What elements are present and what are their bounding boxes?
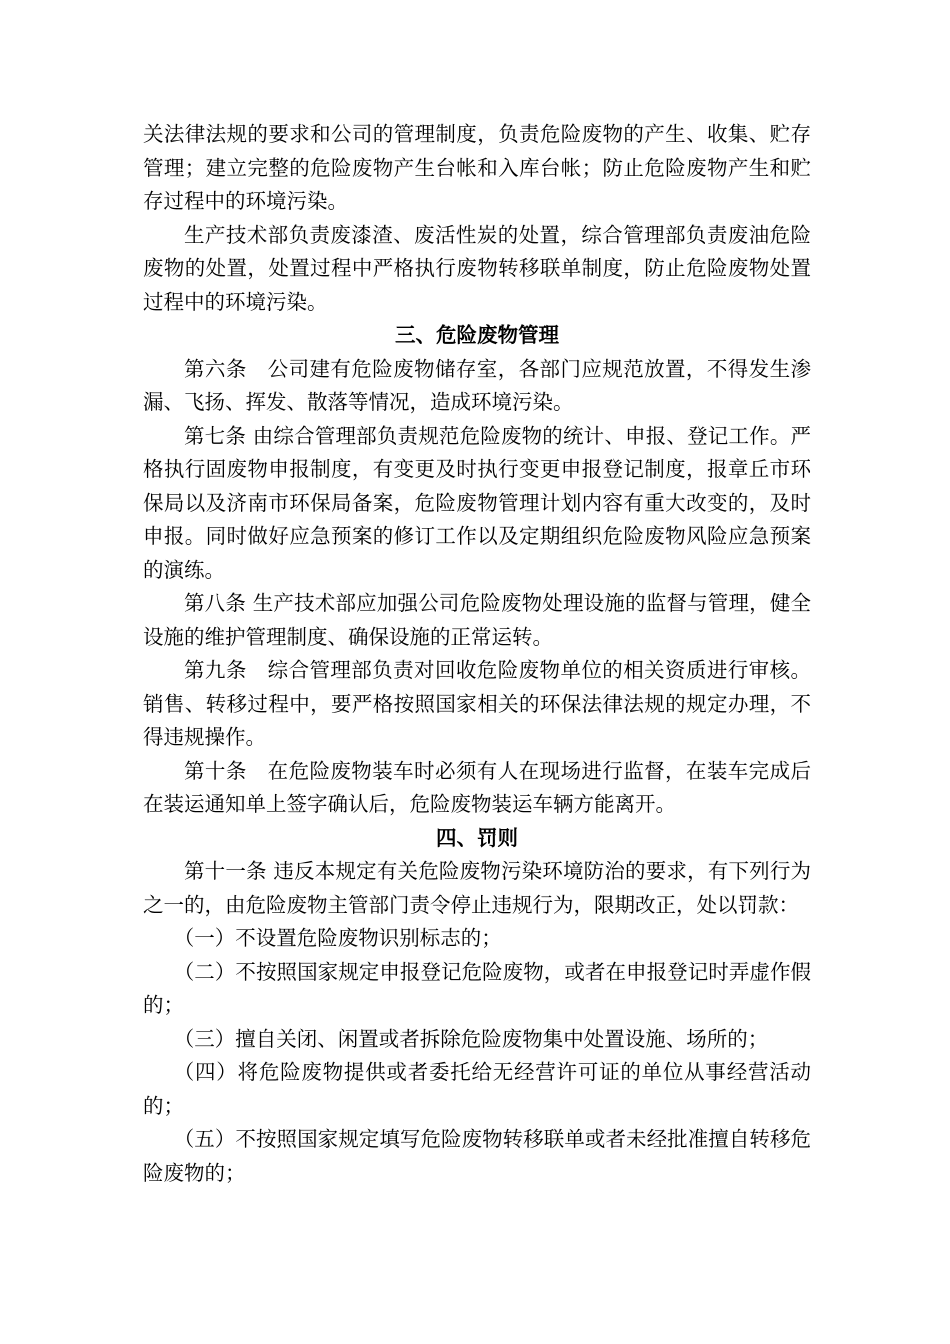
paragraph: 生产技术部负责废漆渣、废活性炭的处置，综合管理部负责废油危险废物的处置，处置过程中严格执行废物转移联单制度，防止危险废物处置过程中的环境污染。 bbox=[143, 222, 811, 314]
list-item: （四）将危险废物提供或者委托给无经营许可证的单位从事经营活动的； bbox=[143, 1060, 811, 1118]
list-item: （三）擅自关闭、闲置或者拆除危险废物集中处置设施、场所的； bbox=[173, 1026, 769, 1051]
list-item: （二）不按照国家规定申报登记危险废物，或者在申报登记时弄虚作假的； bbox=[143, 959, 811, 1017]
article-paragraph: 第六条 公司建有危险废物储存室，各部门应规范放置，不得发生渗漏、飞扬、挥发、散落等情况，造成环境污染。 bbox=[143, 356, 811, 414]
section-heading: 四、罚则 bbox=[436, 825, 518, 850]
article-paragraph: 第八条 生产技术部应加强公司危险废物处理设施的监督与管理，健全设施的维护管理制度、确保设施的正常运转。 bbox=[143, 591, 811, 649]
list-item: （一）不设置危险废物识别标志的； bbox=[173, 926, 502, 950]
article-paragraph: 第十条 在危险废物装车时必须有人在现场进行监督，在装车完成后在装运通知单上签字确认后，危险废物装运车辆方能离开。 bbox=[143, 758, 811, 816]
paragraph-continuation: 关法律法规的要求和公司的管理制度，负责危险废物的产生、收集、贮存管理；建立完整的危险废物产生台帐和入库台帐；防止危险废物产生和贮存过程中的环境污染。 bbox=[143, 122, 811, 213]
section-heading: 三、危险废物管理 bbox=[395, 323, 559, 347]
article-paragraph: 第九条 综合管理部负责对回收危险废物单位的相关资质进行审核。销售、转移过程中，要严格按照国家相关的环保法律法规的规定办理，不得违规操作。 bbox=[143, 658, 811, 749]
list-item: （五）不按照国家规定填写危险废物转移联单或者未经批准擅自转移危险废物的； bbox=[143, 1127, 811, 1185]
article-paragraph: 第十一条 违反本规定有关危险废物污染环境防治的要求，有下列行为之一的，由危险废物主管部门责令停止违规行为，限期改正，处以罚款： bbox=[143, 859, 811, 917]
article-paragraph: 第七条 由综合管理部负责规范危险废物的统计、申报、登记工作。严格执行固废物申报制度，有变更及时执行变更申报登记制度，报章丘市环保局以及济南市环保局备案，危险废物管理计划内容有重大改变的，及时申报。同时做好应急预案的修订工作以及定期组织危险废物风险应急预案的演练。 bbox=[143, 423, 811, 582]
document-body bbox=[143, 118, 811, 1190]
